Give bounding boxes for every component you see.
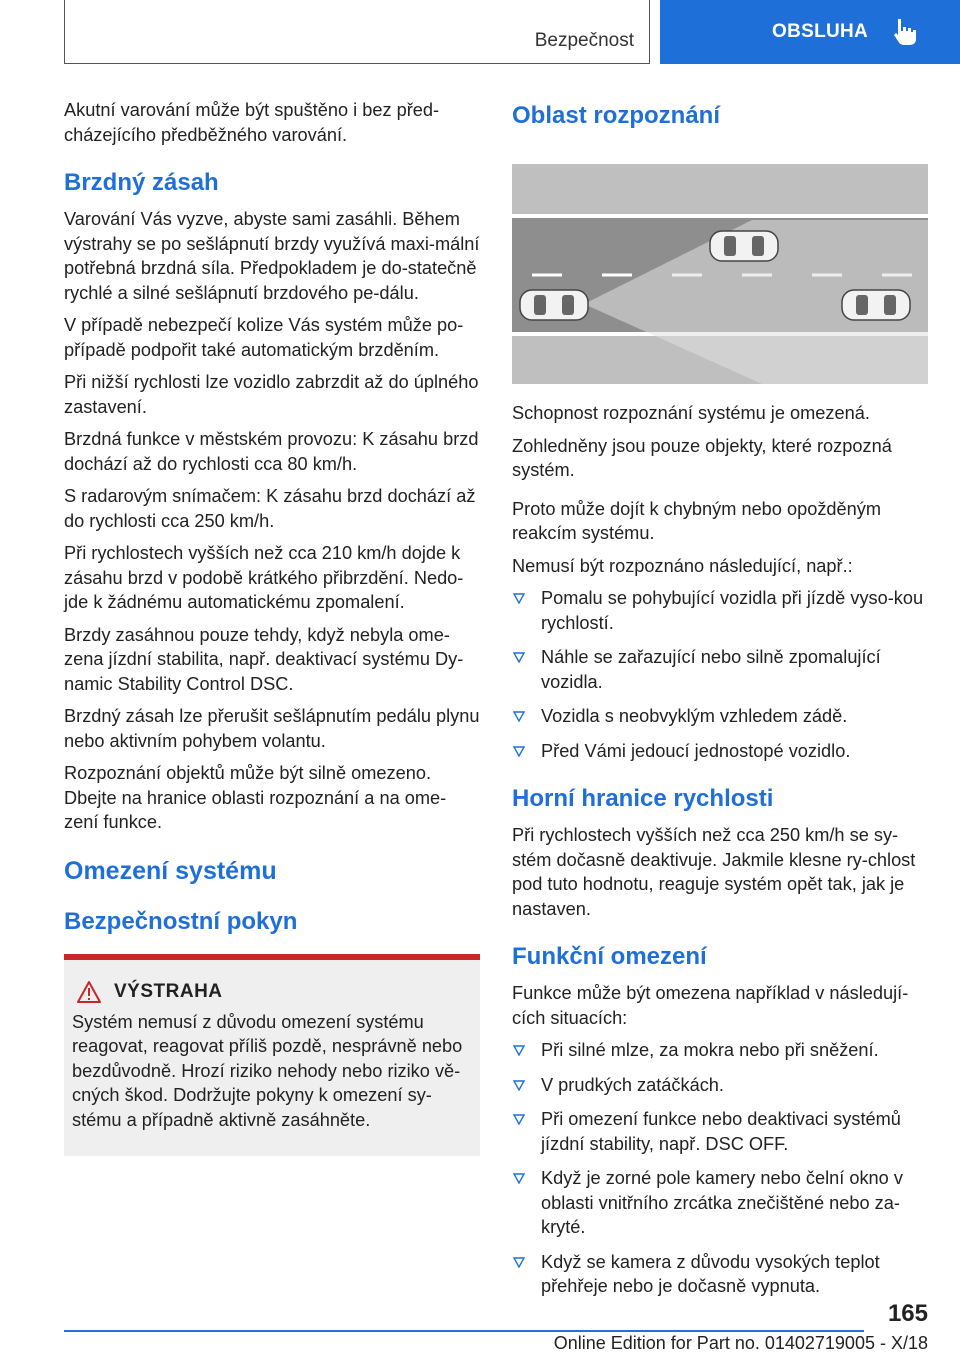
speed-paragraph: Při rychlostech vyšších než cca 250 km/h se sy-stém dočasně deaktivuje. Jakmile klesne ry-chlost pod tuto hodnotu, reaguje systém opět tak, jak je nastaven. [512,825,916,919]
warning-box [64,954,480,1157]
triangle-bullet-icon [513,652,525,663]
list-item: Když je zorné pole kamery nebo čelní okno v oblasti vnitřního zrcátka znečištěné nebo za-kryté. [512,1166,928,1240]
detection-paragraph: Proto může dojít k chybným nebo opožděným reakcím systému. [512,498,881,543]
detection-paragraph: Schopnost rozpoznání systému je omezená. [512,403,870,423]
functional-limits-list [512,1038,928,1299]
undetected-objects-list [512,586,928,763]
car-own [520,290,588,320]
brake-paragraph: V případě nebezpečí kolize Vás systém může po-případě podpořit také automatickým brzděním. [64,315,464,360]
triangle-bullet-icon [513,1257,525,1268]
right-column [512,98,928,1309]
triangle-bullet-icon [513,746,525,757]
detection-area-illustration [512,164,928,384]
triangle-bullet-icon [513,711,525,722]
heading-safety-note: Bezpečnostní pokyn [64,907,298,935]
list-item: Vozidla s neobvyklým vzhledem zádě. [512,704,928,729]
brake-paragraph: Při nižší rychlosti lze vozidlo zabrzdit až do úplného zastavení. [64,372,479,417]
triangle-bullet-icon [513,1114,525,1125]
detection-paragraph: Zohledněny jsou pouze objekty, které rozpozná systém. [512,435,892,480]
triangle-bullet-icon [513,593,525,604]
left-column [64,98,480,1156]
list-item: V prudkých zatáčkách. [512,1073,928,1098]
list-item: Při omezení funkce nebo deaktivaci systémů jízdní stability, např. DSC OFF. [512,1107,928,1156]
list-item: Náhle se zařazující nebo silně zpomalující vozidla. [512,645,928,694]
heading-functional-limits: Funkční omezení [512,943,707,970]
heading-brake-intervention: Brzdný zásah [64,169,219,196]
chapter-tab-label: OBSLUHA [772,21,869,42]
heading-speed-limit: Horní hranice rychlosti [512,785,774,812]
list-item: Před Vámi jedoucí jednostopé vozidlo. [512,739,928,764]
hand-pointer-icon [892,17,920,47]
triangle-bullet-icon [513,1045,525,1056]
triangle-bullet-icon [513,1080,525,1091]
page-header [0,0,960,66]
car-ahead-same-lane [842,290,910,320]
brake-paragraph: Brzdná funkce v městském provozu: K zásahu brzd dochází až do rychlosti cca 80 km/h. [64,429,479,474]
brake-paragraph: Brzdný zásah lze přerušit sešlápnutím pedálu plynu nebo aktivním pohybem volantu. [64,706,480,751]
warning-title: VÝSTRAHA [114,980,223,1002]
section-title: Bezpečnost [534,30,634,51]
heading-detection-area: Oblast rozpoznání [512,102,721,129]
heading-system-limits: Omezení systému [64,856,277,885]
list-item: Při silné mlze, za mokra nebo při sněžení. [512,1038,928,1063]
brake-paragraph: Brzdy zasáhnou pouze tehdy, když nebyla ome-zena jízdní stabilita, např. deaktivací systému Dy-namic Stability Control DSC. [64,624,464,694]
warning-text: Systém nemusí z důvodu omezení systému reagovat, reagovat příliš pozdě, nesprávně nebo bezdůvodně. Hrozí riziko nehody nebo riziko vě-cných škod. Dodržujte pokyny k omezení sy-stému a případně aktivně zasáhněte. [72,1011,463,1130]
brake-paragraph: Při rychlostech vyšších než cca 210 km/h dojde k zásahu brzd v podobě krátkého přibrzdění. Nedo-jde k žádnému automatickému zpomalení. [64,543,464,612]
footer-rule [64,1330,864,1332]
brake-paragraph: Varování Vás vyzve, abyste sami zasáhli. Během výstrahy se po sešlápnutí brzdy využívá maxi-mální potřebná brzdná síla. Předpokladem je do-statečně rychlé a silné sešlápnutí brzdového pe-dálu. [64,209,480,303]
func-paragraph: Funkce může být omezena například v následují-cích situacích: [512,983,909,1028]
intro-paragraph: Akutní varování může být spuštěno i bez před-cházejícího předběžného varování. [64,100,440,145]
page-number: 165 [887,1300,928,1327]
brake-paragraph: S radarovým snímačem: K zásahu brzd dochází až do rychlosti cca 250 km/h. [64,486,476,531]
triangle-bullet-icon [513,1173,525,1184]
warning-triangle-icon [76,980,102,1004]
list-item: Pomalu se pohybující vozidla při jízdě vyso-kou rychlostí. [512,586,928,635]
warning-header [72,980,472,1004]
brake-paragraph: Rozpoznání objektů může být silně omezeno. Dbejte na hranice oblasti rozpoznání a na ome-zení funkce. [64,763,447,832]
chapter-tab[interactable] [660,0,960,64]
car-ahead-left-lane [710,231,778,261]
edition-note: Online Edition for Part no. 01402719005 - X/18 [553,1333,928,1353]
detection-paragraph: Nemusí být rozpoznáno následující, např.: [512,555,853,576]
list-item: Když se kamera z důvodu vysokých teplot přehřeje nebo je dočasně vypnuta. [512,1250,928,1299]
